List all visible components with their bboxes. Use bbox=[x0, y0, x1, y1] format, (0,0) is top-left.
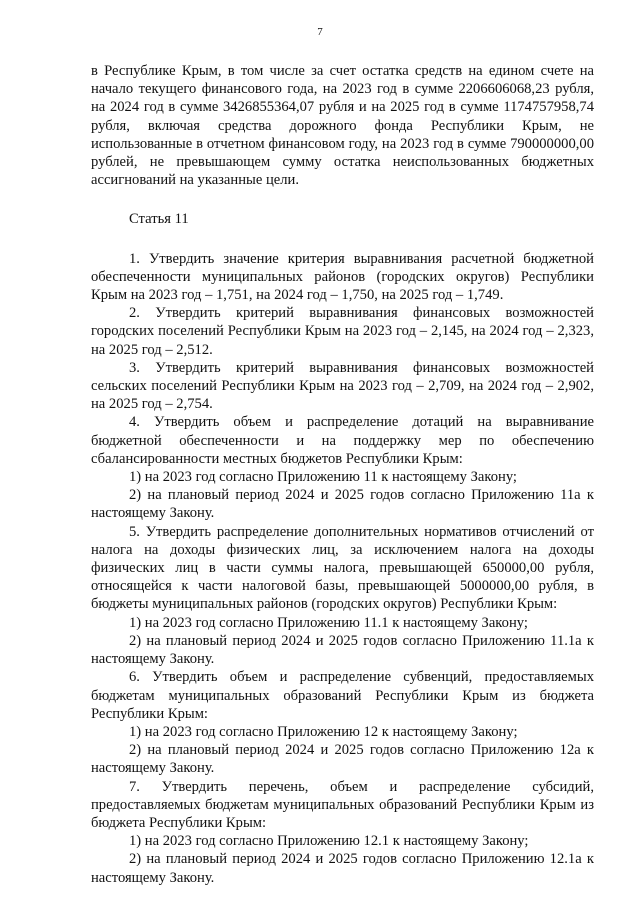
list-item-7-1: 1) на 2023 год согласно Приложению 12.1 к настоящему Закону; bbox=[129, 833, 529, 850]
document-body bbox=[91, 62, 594, 887]
list-item-4-2: 2) на плановый период 2024 и 2025 годов согласно Приложению 11а к настоящему Закону. bbox=[91, 487, 594, 522]
list-item-4-1: 1) на 2023 год согласно Приложению 11 к настоящему Закону; bbox=[129, 469, 517, 486]
article-paragraph-3: 3. Утвердить критерий выравнивания финансовых возможностей сельских поселений Республики Крым на 2023 год – 2,709, на 2024 год – 2,902, на 2025 год – 2,754. bbox=[91, 359, 594, 413]
article-paragraph-4: 4. Утвердить объем и распределение дотаций на выравнивание бюджетной обеспеченности и на поддержку мер по обеспечению сбалансированности местных бюджетов Республики Крым: bbox=[91, 414, 594, 467]
list-item-5-2: 2) на плановый период 2024 и 2025 годов согласно Приложению 11.1а к настоящему Закону. bbox=[91, 632, 594, 668]
list-item-6-2: 2) на плановый период 2024 и 2025 годов согласно Приложению 12а к настоящему Закону. bbox=[91, 742, 594, 777]
article-paragraph-5: 5. Утвердить распределение дополнительных нормативов отчислений от налога на доходы физических лиц, за исключением налога на доходы физических лиц в части суммы налога, превышающей 650000,00 рубля, относящейся к части налоговой базы, превышающей 5000000,00 рубля, в бюджеты муниципальных районов (городских округов) Республики Крым: bbox=[91, 523, 594, 613]
list-item-7-2: 2) на плановый период 2024 и 2025 годов согласно Приложению 12.1а к настоящему Закону. bbox=[91, 851, 594, 886]
list-item-6-1: 1) на 2023 год согласно Приложению 12 к настоящему Закону; bbox=[129, 723, 518, 740]
article-paragraph-7: 7. Утвердить перечень, объем и распределение субсидий, предоставляемых бюджетам муниципальных образований Республики Крым из бюджета Республики Крым: bbox=[91, 778, 594, 831]
article-paragraph-6: 6. Утвердить объем и распределение субвенций, предоставляемых бюджетам муниципальных образований Республики Крым из бюджета Республики Крым: bbox=[91, 669, 594, 722]
article-heading: Статья 11 bbox=[129, 211, 189, 228]
page-number: 7 bbox=[317, 26, 323, 38]
article-paragraph-2: 2. Утвердить критерий выравнивания финансовых возможностей городских поселений Республики Крым на 2023 год – 2,145, на 2024 год – 2,323, на 2025 год – 2,512. bbox=[91, 305, 594, 358]
list-item-5-1: 1) на 2023 год согласно Приложению 11.1 к настоящему Закону; bbox=[129, 614, 528, 631]
paragraph-continuation: в Республике Крым, в том числе за счет остатка средств на едином счете на начало текущего финансового года, на 2023 год в сумме 2206606068,23 рубля, на 2024 год в сумме 3426855364,07 рубля и на 2025 год в сумме 1174757958,74 рубля, включая средства дорожного фонда Республики Крым, не использованные в отчетном финансовом году, на 2023 год в сумме 790000000,00 рублей, не превышающем сумму остатка неиспользованных бюджетных ассигнований на указанные цели. bbox=[91, 63, 594, 189]
article-paragraph-1: 1. Утвердить значение критерия выравнивания расчетной бюджетной обеспеченности муниципальных районов (городских округов) Республики Крым на 2023 год – 1,751, на 2024 год – 1,750, на 2025 год – 1,749. bbox=[91, 250, 594, 304]
